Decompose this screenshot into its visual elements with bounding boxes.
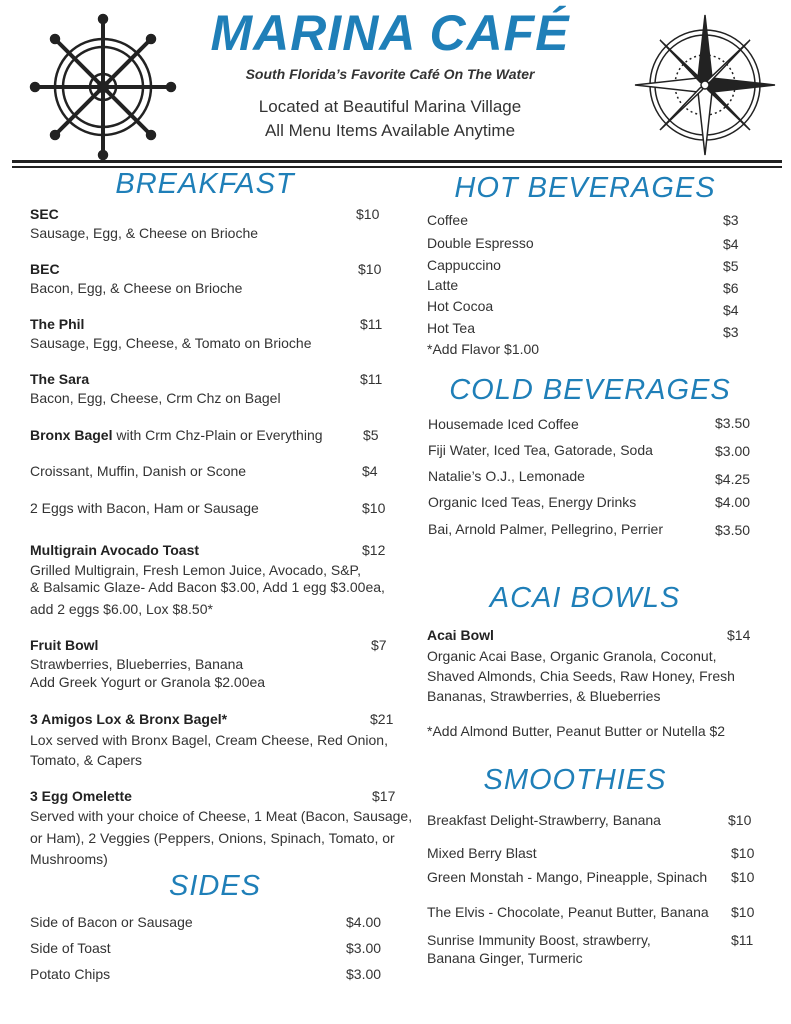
hot-beverages-heading: HOT BEVERAGES <box>454 172 716 204</box>
menu-item-desc: Bacon, Egg, & Cheese on Brioche <box>30 280 243 296</box>
menu-item-desc: Strawberries, Blueberries, Banana <box>30 656 244 672</box>
menu-item-desc: Bacon, Egg, Cheese, Crm Chz on Bagel <box>30 390 281 406</box>
menu-item-price: $4.00 <box>346 914 382 930</box>
header-divider-thick <box>12 160 782 163</box>
menu-item-price: $3 <box>723 324 739 340</box>
menu-item-line: Cappuccino <box>427 257 501 273</box>
menu-item-price: $10 <box>356 206 380 222</box>
menu-item-desc: Add Greek Yogurt or Granola $2.00ea <box>30 674 266 690</box>
menu-item-price: $4 <box>723 236 739 252</box>
menu-item-price: $3.00 <box>346 966 382 982</box>
menu-item-name: SEC <box>30 206 59 222</box>
menu-item-line: Latte <box>427 277 459 293</box>
menu-item-price: $4 <box>362 463 378 479</box>
menu-item-desc: add 2 eggs $6.00, Lox $8.50* <box>30 601 213 617</box>
menu-item-price: $10 <box>358 261 382 277</box>
menu-item-line: Side of Toast <box>30 940 111 956</box>
menu-item-desc: Served with your choice of Cheese, 1 Meat (Bacon, Sausage, <box>30 808 413 824</box>
menu-item-line <box>30 427 323 443</box>
menu-item-line: Green Monstah - Mango, Pineapple, Spinach <box>427 869 708 885</box>
menu-item-desc: Sausage, Egg, & Cheese on Brioche <box>30 225 259 241</box>
menu-item-price: $6 <box>723 280 739 296</box>
menu-item-desc: Organic Acai Base, Organic Granola, Coconut, <box>427 648 717 664</box>
menu-item-price: $10 <box>731 904 755 920</box>
menu-item-price: $3.00 <box>346 940 382 956</box>
menu-item-line: Natalie’s O.J., Lemonade <box>428 468 585 484</box>
menu-item-name: The Phil <box>30 316 85 332</box>
menu-item-desc: Shaved Almonds, Chia Seeds, Raw Honey, Fresh <box>427 668 735 684</box>
menu-item-line: The Elvis - Chocolate, Peanut Butter, Banana <box>427 904 709 920</box>
menu-item-price: $3.50 <box>715 522 751 538</box>
menu-item-price: $3.50 <box>715 415 751 431</box>
menu-item-line: Potato Chips <box>30 966 111 982</box>
menu-item-line: Croissant, Muffin, Danish or Scone <box>30 463 247 479</box>
acai-bowls-heading: ACAI BOWLS <box>489 582 681 614</box>
availability-line: All Menu Items Available Anytime <box>264 121 516 140</box>
breakfast-heading: BREAKFAST <box>115 168 295 200</box>
cold-beverages-heading: COLD BEVERAGES <box>449 374 731 406</box>
menu-item-name: The Sara <box>30 371 90 387</box>
menu-item-line: Mixed Berry Blast <box>427 845 537 861</box>
menu-item-price: $10 <box>731 869 755 885</box>
menu-item-price: $21 <box>370 711 394 727</box>
menu-item-line: Side of Bacon or Sausage <box>30 914 193 930</box>
compass-rose-icon <box>630 10 780 160</box>
sides-heading: SIDES <box>168 870 262 902</box>
menu-item-line: Breakfast Delight-Strawberry, Banana <box>427 812 661 828</box>
menu-item-price: $3.00 <box>715 443 751 459</box>
smoothies-heading: SMOOTHIES <box>483 764 667 796</box>
menu-item-desc: Sausage, Egg, Cheese, & Tomato on Brioche <box>30 335 312 351</box>
menu-item-price: $10 <box>362 500 386 516</box>
menu-item-price: $4.00 <box>715 494 751 510</box>
menu-item-price: $17 <box>372 788 396 804</box>
menu-item-price: $11 <box>731 932 754 948</box>
menu-item-desc: Tomato, & Capers <box>30 752 143 768</box>
menu-item-desc: & Balsamic Glaze- Add Bacon $3.00, Add 1 egg $3.00ea, <box>30 579 385 595</box>
menu-item-desc: or Ham), 2 Veggies (Peppers, Onions, Spinach, Tomato, or <box>30 830 395 846</box>
menu-item-line: Coffee <box>427 212 468 228</box>
menu-item-line: Housemade Iced Coffee <box>428 416 579 432</box>
menu-item-price: $3 <box>723 212 739 228</box>
add-butter-note: *Add Almond Butter, Peanut Butter or Nutella $2 <box>427 723 726 739</box>
menu-item-desc: with Crm Chz-Plain or Everything <box>112 427 323 443</box>
menu-item-name: Fruit Bowl <box>30 637 99 653</box>
menu-item-line: Double Espresso <box>427 235 534 251</box>
menu-item-price: $4 <box>723 302 739 318</box>
menu-item-line: 2 Eggs with Bacon, Ham or Sausage <box>30 500 259 516</box>
menu-item-price: $10 <box>728 812 752 828</box>
menu-item-price: $5 <box>363 427 379 443</box>
menu-item-price: $11 <box>360 371 383 387</box>
menu-item-desc: Grilled Multigrain, Fresh Lemon Juice, Avocado, S&P, <box>30 562 361 578</box>
menu-item-price: $12 <box>362 542 386 558</box>
menu-item-price: $5 <box>723 258 739 274</box>
menu-item-name: BEC <box>30 261 60 277</box>
menu-item-desc: Mushrooms) <box>30 851 108 867</box>
location-line: Located at Beautiful Marina Village <box>258 97 522 116</box>
menu-item-line: Hot Tea <box>427 320 475 336</box>
menu-item-name: Acai Bowl <box>427 627 494 643</box>
ship-wheel-icon <box>28 12 178 162</box>
menu-item-price: $11 <box>360 316 383 332</box>
menu-item-name: 3 Egg Omelette <box>30 788 132 804</box>
cafe-title: MARINA CAFÉ <box>210 5 570 61</box>
menu-item-line: Organic Iced Teas, Energy Drinks <box>428 494 637 510</box>
cafe-subtitle: South Florida’s Favorite Café On The Water <box>245 66 535 82</box>
menu-item-desc: Lox served with Bronx Bagel, Cream Cheese, Red Onion, <box>30 732 388 748</box>
menu-item-line: Banana Ginger, Turmeric <box>427 950 583 966</box>
menu-item-name: 3 Amigos Lox & Bronx Bagel* <box>30 711 228 727</box>
menu-item-line: Fiji Water, Iced Tea, Gatorade, Soda <box>428 442 653 458</box>
menu-item-line: Bai, Arnold Palmer, Pellegrino, Perrier <box>428 521 663 537</box>
menu-item-line: Hot Cocoa <box>427 298 494 314</box>
menu-item-desc: Bananas, Strawberries, & Blueberries <box>427 688 661 704</box>
menu-item-name: Bronx Bagel <box>30 427 113 443</box>
menu-item-name: Multigrain Avocado Toast <box>30 542 200 558</box>
add-flavor-note: *Add Flavor $1.00 <box>427 341 540 357</box>
menu-item-price: $14 <box>727 627 751 643</box>
menu-item-price: $4.25 <box>715 471 751 487</box>
menu-item-line: Sunrise Immunity Boost, strawberry, <box>427 932 651 948</box>
menu-item-price: $7 <box>371 637 387 653</box>
menu-item-price: $10 <box>731 845 755 861</box>
